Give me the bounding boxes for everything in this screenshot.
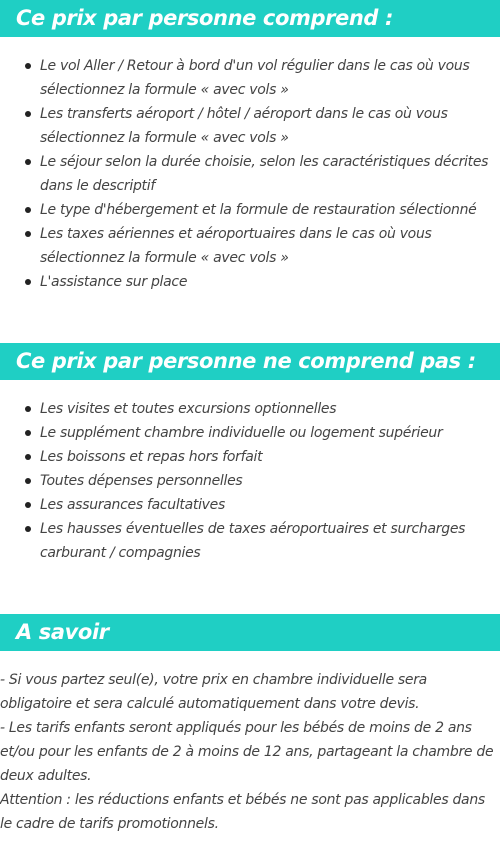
list-item-text: Le séjour selon la durée choisie, selon les caractéristiques décrites dans le descriptif	[40, 154, 489, 194]
list-item	[0, 517, 500, 565]
bullet-icon	[25, 454, 31, 460]
list-item	[0, 222, 500, 270]
excludes-list	[0, 397, 500, 565]
list-item	[0, 150, 500, 198]
info-line: - Si vous partez seul(e), votre prix en chambre individuelle sera obligatoire et sera calculé automatiquement dans votre devis.	[0, 672, 427, 712]
list-item	[0, 270, 500, 294]
info-paragraph	[0, 668, 500, 836]
list-item-text: Les assurances facultatives	[40, 497, 225, 513]
includes-list	[0, 54, 500, 294]
info-heading: A savoir	[0, 614, 500, 651]
list-item-text: Les hausses éventuelles de taxes aéroportuaires et surcharges carburant / compagnies	[40, 521, 466, 561]
list-item	[0, 102, 500, 150]
list-item	[0, 421, 500, 445]
bullet-icon	[25, 406, 31, 412]
bullet-icon	[25, 207, 31, 213]
list-item	[0, 54, 500, 102]
list-item-text: Les transferts aéroport / hôtel / aéroport dans le cas où vous sélectionnez la formule « avec vols »	[40, 106, 448, 146]
bullet-icon	[25, 63, 31, 69]
list-item-text: Les visites et toutes excursions optionnelles	[40, 401, 337, 417]
list-item-text: L'assistance sur place	[40, 274, 188, 290]
bullet-icon	[25, 502, 31, 508]
info-line: Attention : les réductions enfants et bébés ne sont pas applicables dans le cadre de tarifs promotionnels.	[0, 792, 485, 832]
bullet-icon	[25, 430, 31, 436]
excludes-heading: Ce prix par personne ne comprend pas :	[0, 343, 500, 380]
bullet-icon	[25, 159, 31, 165]
bullet-icon	[25, 526, 31, 532]
bullet-icon	[25, 111, 31, 117]
list-item-text: Le type d'hébergement et la formule de restauration sélectionné	[40, 202, 477, 218]
list-item	[0, 493, 500, 517]
list-item	[0, 397, 500, 421]
includes-heading: Ce prix par personne comprend :	[0, 0, 500, 37]
list-item	[0, 445, 500, 469]
bullet-icon	[25, 231, 31, 237]
list-item	[0, 198, 500, 222]
info-line: - Les tarifs enfants seront appliqués pour les bébés de moins de 2 ans et/ou pour les enfants de 2 à moins de 12 ans, partageant la chambre de deux adultes.	[0, 720, 494, 784]
list-item	[0, 469, 500, 493]
bullet-icon	[25, 478, 31, 484]
list-item-text: Les boissons et repas hors forfait	[40, 449, 263, 465]
list-item-text: Le supplément chambre individuelle ou logement supérieur	[40, 425, 443, 441]
list-item-text: Le vol Aller / Retour à bord d'un vol régulier dans le cas où vous sélectionnez la formule « avec vols »	[40, 58, 470, 98]
list-item-text: Toutes dépenses personnelles	[40, 473, 243, 489]
bullet-icon	[25, 279, 31, 285]
list-item-text: Les taxes aériennes et aéroportuaires dans le cas où vous sélectionnez la formule « avec vols »	[40, 226, 432, 266]
